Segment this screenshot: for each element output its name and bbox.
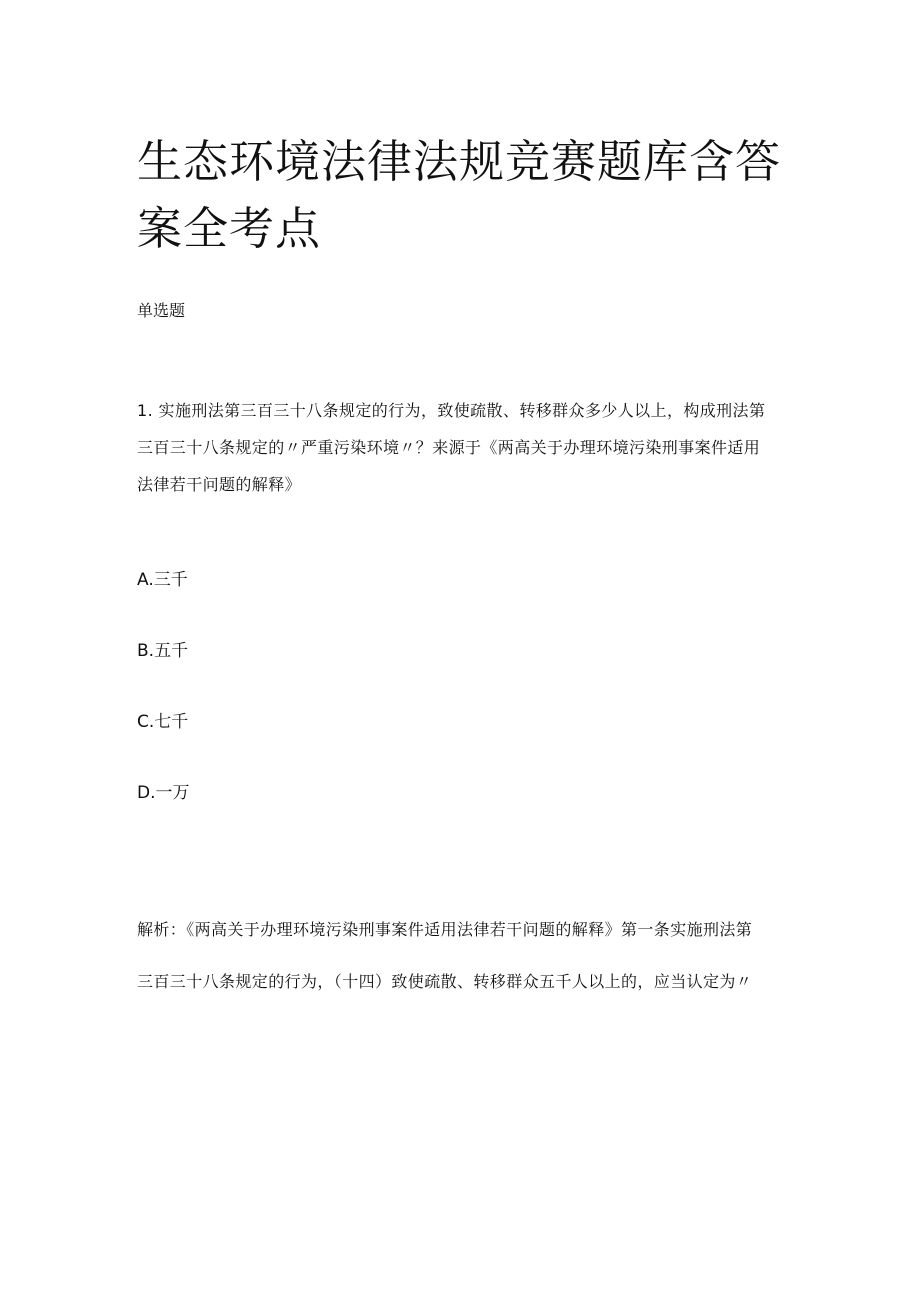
question-line: 三百三十八条规定的〃严重污染环境〃？来源于《两高关于办理环境污染刑事案件适用 — [137, 438, 761, 457]
analysis-line: 三百三十八条规定的行为，（十四）致使疏散、转移群众五千人以上的，应当认定为〃 — [137, 972, 753, 991]
option-b: B.五千 — [137, 641, 189, 661]
option-d: D.一万 — [137, 783, 190, 803]
section-label: 单选题 — [137, 301, 186, 320]
option-c: C.七千 — [137, 712, 189, 732]
question-line: 法律若干问题的解释》 — [137, 475, 302, 494]
analysis-line: 解析：《两高关于办理环境污染刑事案件适用法律若干问题的解释》第一条实施刑法第 — [137, 920, 753, 939]
analysis — [137, 915, 792, 1019]
document-title: 生态环境法律法规竞赛题库含答案全考点 — [137, 135, 782, 255]
question-1 — [137, 396, 792, 507]
option-a: A.三千 — [137, 570, 188, 590]
question-line: 1. 实施刑法第三百三十八条规定的行为，致使疏散、转移群众多少人以上，构成刑法第 — [137, 401, 766, 420]
